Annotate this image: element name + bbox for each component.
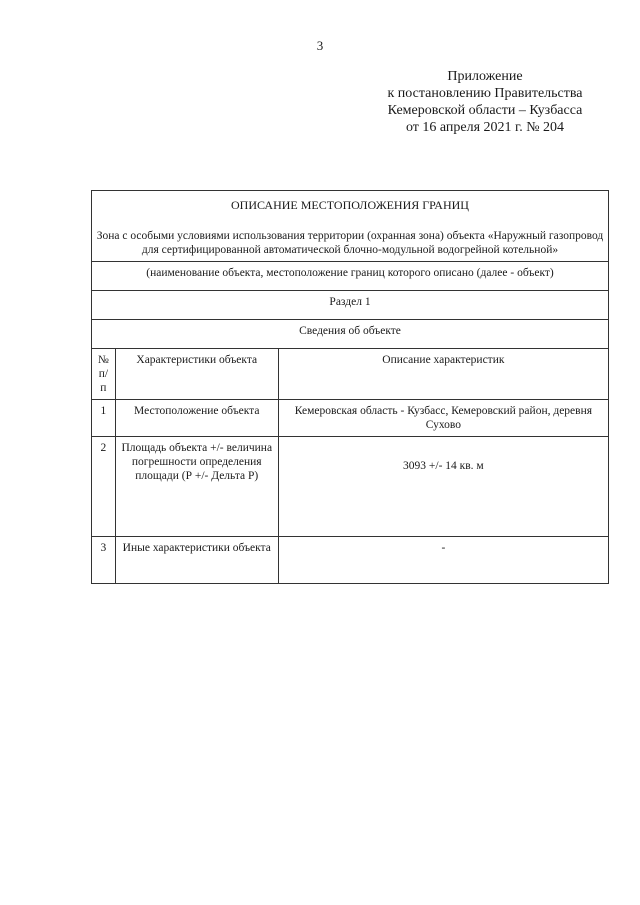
row-description: 3093 +/- 14 кв. м [278, 437, 608, 537]
section-row [92, 291, 609, 320]
table-title-row [92, 191, 609, 262]
appendix-line-4: от 16 апреля 2021 г. № 204 [405, 120, 565, 135]
appendix-line-3: Кемеровской области – Кузбасса [387, 103, 583, 118]
page-number: 3 [316, 38, 324, 53]
section-label: Раздел 1 [92, 291, 609, 320]
table-row [92, 537, 609, 584]
object-name-note: (наименование объекта, местоположение границ которого описано (далее - объект) [92, 262, 609, 291]
row-description: - [278, 537, 608, 584]
row-num: 2 [92, 437, 116, 537]
header-characteristic: Характеристики объекта [115, 349, 278, 400]
header-num: № п/п [92, 349, 116, 400]
row-num: 1 [92, 400, 116, 437]
row-num: 3 [92, 537, 116, 584]
header-description: Описание характеристик [278, 349, 608, 400]
row-description: Кемеровская область - Кузбасс, Кемеровский район, деревня Сухово [278, 400, 608, 437]
table-row [92, 437, 609, 537]
object-name-note-row [92, 262, 609, 291]
table-title: ОПИСАНИЕ МЕСТОПОЛОЖЕНИЯ ГРАНИЦ [231, 198, 469, 212]
row-characteristic: Площадь объекта +/- величина погрешности определения площади (Р +/- Дельта Р) [115, 437, 278, 537]
row-characteristic: Местоположение объекта [115, 400, 278, 437]
boundary-description-table [91, 190, 609, 584]
zone-description: Зона с особыми условиями использования территории (охранная зона) объекта «Наружный газопровод для сертифицированной автоматической блочно-модульной водогрейной котельной» [96, 230, 604, 256]
appendix-block [370, 68, 600, 136]
section-title-row [92, 320, 609, 349]
table-header-row [92, 349, 609, 400]
table-row [92, 400, 609, 437]
row-characteristic: Иные характеристики объекта [115, 537, 278, 584]
section-title: Сведения об объекте [92, 320, 609, 349]
table-title-cell [92, 191, 609, 262]
appendix-line-2: к постановлению Правительства [387, 86, 583, 101]
appendix-line-1: Приложение [447, 69, 523, 84]
